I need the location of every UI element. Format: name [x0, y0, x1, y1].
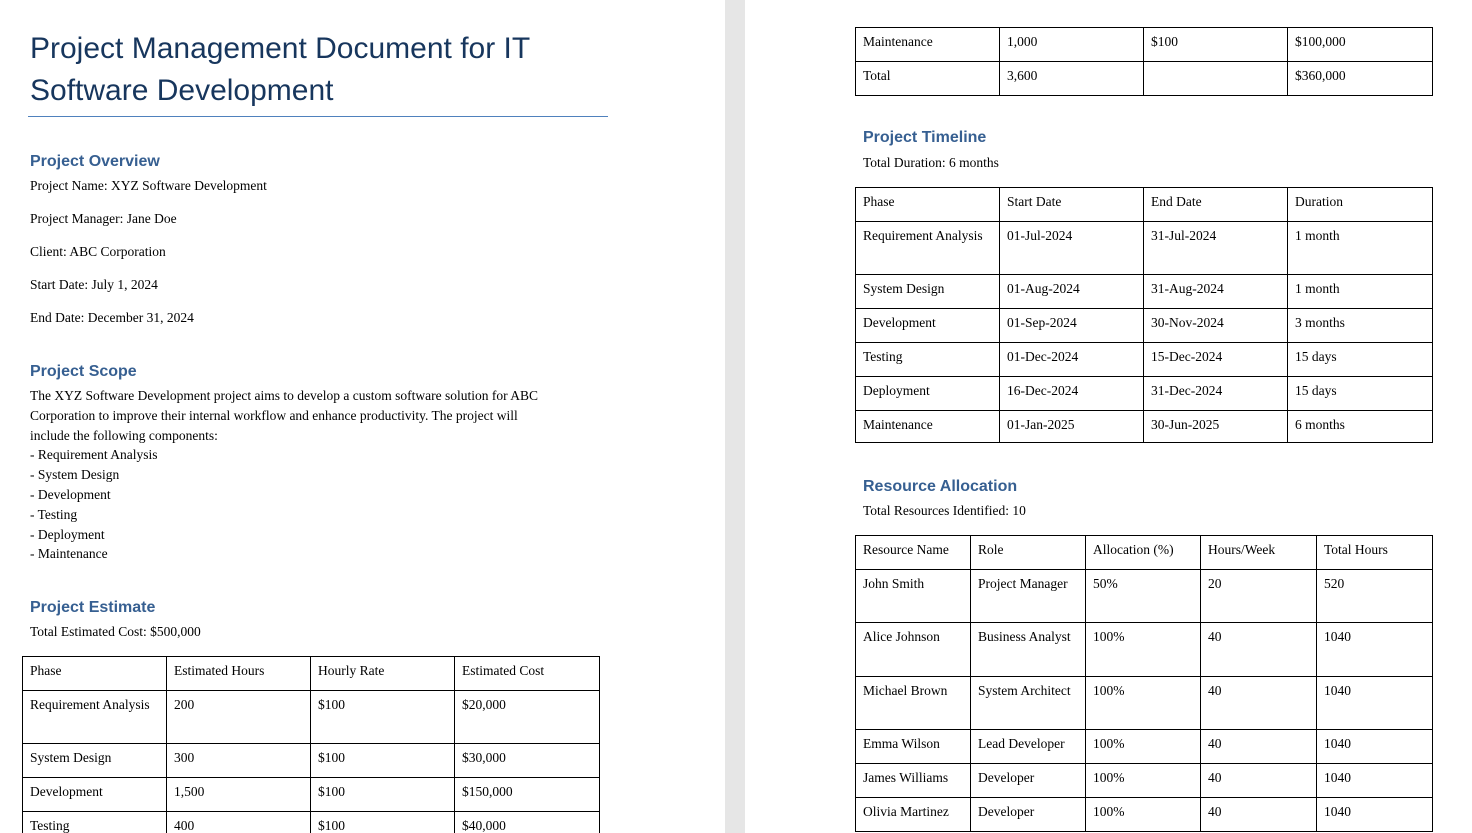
- table-cell: 31-Dec-2024: [1144, 377, 1288, 411]
- table-cell: System Architect: [971, 677, 1086, 730]
- table-cell: James Williams: [856, 764, 971, 798]
- table-cell: 100%: [1086, 623, 1201, 677]
- table-cell: 100%: [1086, 764, 1201, 798]
- table-row: [856, 222, 1433, 275]
- table-cell: 40: [1201, 677, 1317, 730]
- table-cell: 1040: [1317, 730, 1433, 764]
- table-cell: 1040: [1317, 764, 1433, 798]
- scope-body: [30, 386, 538, 564]
- document-page-1: [0, 0, 725, 833]
- table-cell: 1040: [1317, 623, 1433, 677]
- text-line: - System Design: [30, 467, 120, 483]
- text-line: - Maintenance: [30, 546, 108, 562]
- table-cell: [1144, 62, 1288, 96]
- table-row: [23, 812, 600, 833]
- text-line: - Development: [30, 486, 111, 502]
- table-cell: 1,000: [1000, 28, 1144, 62]
- table-cell: System Design: [856, 275, 1000, 309]
- table-cell: Duration: [1288, 188, 1433, 222]
- scope-heading: Project Scope: [30, 363, 137, 380]
- text-line: The XYZ Software Development project aims to develop a custom software solution for ABC: [30, 388, 539, 403]
- text-line: - Deployment: [30, 526, 105, 542]
- table-cell: 1,500: [167, 778, 311, 812]
- table-cell: Estimated Cost: [455, 657, 600, 691]
- table-cell: Business Analyst: [971, 623, 1086, 677]
- table-cell: 01-Dec-2024: [1000, 343, 1144, 377]
- table-cell: 100%: [1086, 677, 1201, 730]
- table-cell: 20: [1201, 570, 1317, 623]
- table-cell: 01-Jan-2025: [1000, 411, 1144, 443]
- table-cell: Total: [856, 62, 1000, 96]
- text-line: - Requirement Analysis: [30, 447, 158, 463]
- table-cell: 01-Sep-2024: [1000, 309, 1144, 343]
- table-row: [23, 778, 600, 812]
- document-title: Project Management Document for IT Software Development: [30, 32, 530, 107]
- table-cell: $150,000: [455, 778, 600, 812]
- table-cell: 1040: [1317, 798, 1433, 832]
- table-row: [856, 764, 1433, 798]
- table-cell: 40: [1201, 764, 1317, 798]
- resources-total: Total Resources Identified: 10: [863, 503, 1026, 518]
- timeline-table: [855, 187, 1433, 443]
- table-row: [23, 744, 600, 778]
- table-cell: 1 month: [1288, 222, 1433, 275]
- table-cell: $40,000: [455, 812, 600, 833]
- table-cell: 15-Dec-2024: [1144, 343, 1288, 377]
- table-cell: 16-Dec-2024: [1000, 377, 1144, 411]
- table-row: [856, 798, 1433, 832]
- table-cell: Allocation (%): [1086, 536, 1201, 570]
- table-cell: $20,000: [455, 691, 600, 744]
- table-cell: $100: [311, 812, 455, 833]
- table-cell: $100,000: [1288, 28, 1433, 62]
- table-cell: 3,600: [1000, 62, 1144, 96]
- table-cell: 40: [1201, 730, 1317, 764]
- table-cell: Hourly Rate: [311, 657, 455, 691]
- table-cell: 30-Nov-2024: [1144, 309, 1288, 343]
- table-cell: 200: [167, 691, 311, 744]
- table-cell: John Smith: [856, 570, 971, 623]
- table-cell: Developer: [971, 798, 1086, 832]
- resources-heading: Resource Allocation: [863, 478, 1018, 495]
- title-divider: [28, 116, 608, 117]
- table-cell: 31-Aug-2024: [1144, 275, 1288, 309]
- table-cell: Testing: [23, 812, 167, 833]
- table-cell: 15 days: [1288, 377, 1433, 411]
- table-cell: Requirement Analysis: [856, 222, 1000, 275]
- table-cell: $360,000: [1288, 62, 1433, 96]
- table-cell: End Date: [1144, 188, 1288, 222]
- table-cell: $100: [1144, 28, 1288, 62]
- table-cell: Estimated Hours: [167, 657, 311, 691]
- text-line: Start Date: July 1, 2024: [30, 277, 158, 292]
- table-cell: 300: [167, 744, 311, 778]
- timeline-total: Total Duration: 6 months: [863, 155, 999, 170]
- estimate-total: Total Estimated Cost: $500,000: [30, 624, 201, 639]
- table-cell: Resource Name: [856, 536, 971, 570]
- table-row: [856, 730, 1433, 764]
- text-line: Client: ABC Corporation: [30, 244, 166, 259]
- document-page-2: [745, 0, 1472, 833]
- table-cell: Hours/Week: [1201, 536, 1317, 570]
- table-row: [856, 28, 1433, 62]
- table-cell: System Design: [23, 744, 167, 778]
- table-cell: 01-Jul-2024: [1000, 222, 1144, 275]
- text-line: include the following components:: [30, 427, 218, 443]
- table-cell: $100: [311, 691, 455, 744]
- table-cell: $100: [311, 778, 455, 812]
- table-header-row: [856, 536, 1433, 570]
- table-cell: 100%: [1086, 798, 1201, 832]
- table-row: [856, 309, 1433, 343]
- table-cell: 1 month: [1288, 275, 1433, 309]
- table-header-row: [23, 657, 600, 691]
- table-cell: Alice Johnson: [856, 623, 971, 677]
- table-cell: Maintenance: [856, 411, 1000, 443]
- overview-heading: Project Overview: [30, 153, 160, 170]
- table-row: [856, 411, 1433, 443]
- table-row: [23, 691, 600, 744]
- table-cell: 50%: [1086, 570, 1201, 623]
- table-header-row: [856, 188, 1433, 222]
- table-cell: 30-Jun-2025: [1144, 411, 1288, 443]
- table-cell: Total Hours: [1317, 536, 1433, 570]
- table-cell: Start Date: [1000, 188, 1144, 222]
- table-cell: 1040: [1317, 677, 1433, 730]
- table-cell: $100: [311, 744, 455, 778]
- text-line: Corporation to improve their internal workflow and enhance productivity. The project will: [30, 407, 518, 423]
- table-cell: 6 months: [1288, 411, 1433, 443]
- table-cell: Emma Wilson: [856, 730, 971, 764]
- table-cell: 31-Jul-2024: [1144, 222, 1288, 275]
- text-line: End Date: December 31, 2024: [30, 310, 194, 325]
- table-cell: Development: [856, 309, 1000, 343]
- table-row: [856, 623, 1433, 677]
- table-cell: Development: [23, 778, 167, 812]
- table-row: [856, 570, 1433, 623]
- timeline-heading: Project Timeline: [863, 129, 987, 146]
- table-cell: Michael Brown: [856, 677, 971, 730]
- table-cell: 100%: [1086, 730, 1201, 764]
- table-row: [856, 377, 1433, 411]
- table-row: [856, 275, 1433, 309]
- table-cell: Role: [971, 536, 1086, 570]
- text-line: - Testing: [30, 506, 78, 522]
- estimate-heading: Project Estimate: [30, 599, 156, 616]
- table-cell: 01-Aug-2024: [1000, 275, 1144, 309]
- table-cell: Lead Developer: [971, 730, 1086, 764]
- table-cell: Testing: [856, 343, 1000, 377]
- table-cell: 40: [1201, 798, 1317, 832]
- overview-body: [30, 176, 267, 341]
- table-cell: 15 days: [1288, 343, 1433, 377]
- table-cell: $30,000: [455, 744, 600, 778]
- table-cell: Deployment: [856, 377, 1000, 411]
- table-cell: 40: [1201, 623, 1317, 677]
- table-cell: Phase: [856, 188, 1000, 222]
- table-cell: Maintenance: [856, 28, 1000, 62]
- table-row: [856, 343, 1433, 377]
- text-line: Project Manager: Jane Doe: [30, 211, 177, 226]
- table-row: [856, 62, 1433, 96]
- table-row: [856, 677, 1433, 730]
- table-cell: Project Manager: [971, 570, 1086, 623]
- table-cell: Developer: [971, 764, 1086, 798]
- table-cell: Phase: [23, 657, 167, 691]
- text-line: Project Name: XYZ Software Development: [30, 178, 267, 193]
- estimate-table: [22, 656, 600, 833]
- table-cell: 3 months: [1288, 309, 1433, 343]
- table-cell: 520: [1317, 570, 1433, 623]
- estimate-table-continued: [855, 27, 1433, 96]
- table-cell: Requirement Analysis: [23, 691, 167, 744]
- table-cell: 400: [167, 812, 311, 833]
- resources-table: [855, 535, 1433, 832]
- table-cell: Olivia Martinez: [856, 798, 971, 832]
